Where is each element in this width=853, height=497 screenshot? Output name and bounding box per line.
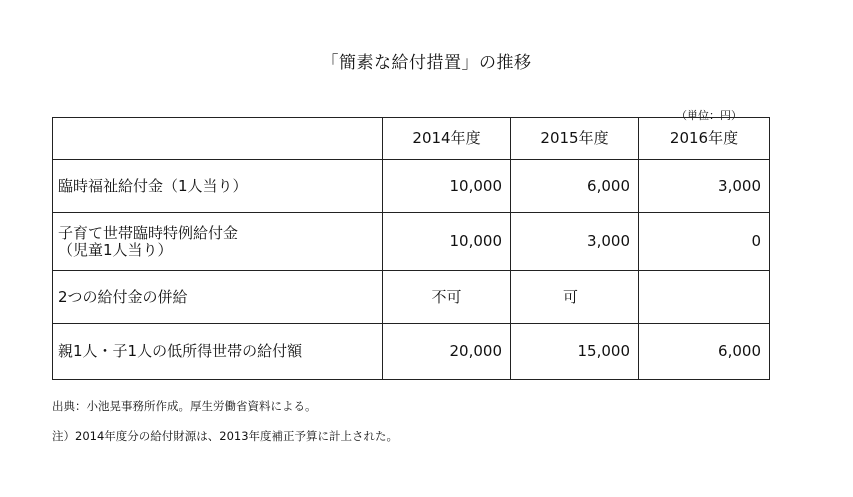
column-header-2014: 2014年度 bbox=[383, 118, 511, 160]
table-row bbox=[53, 324, 770, 380]
column-header-2016: 2016年度 bbox=[639, 118, 770, 160]
table-cell: 20,000 bbox=[383, 324, 511, 380]
row-label-child-rearing bbox=[53, 213, 383, 271]
benefit-table bbox=[52, 117, 770, 380]
unit-note: （単位：円） bbox=[676, 109, 742, 122]
table-cell: 6,000 bbox=[511, 160, 639, 213]
table-cell bbox=[639, 271, 770, 324]
row-label-temporary-welfare: 臨時福祉給付金（1人当り） bbox=[53, 160, 383, 213]
row-label-line: （児童1人当り） bbox=[58, 240, 173, 259]
header-empty-cell bbox=[53, 118, 383, 160]
table-cell: 10,000 bbox=[383, 213, 511, 271]
page-title: 「簡素な給付措置」の推移 bbox=[321, 53, 532, 73]
table-header-row bbox=[53, 118, 770, 160]
table-cell: 15,000 bbox=[511, 324, 639, 380]
row-label-concurrent-receipt: 2つの給付金の併給 bbox=[53, 271, 383, 324]
table-cell: 可 bbox=[511, 271, 639, 324]
row-label-line: 子育て世帯臨時特例給付金 bbox=[58, 223, 239, 242]
column-header-2015: 2015年度 bbox=[511, 118, 639, 160]
row-label-low-income-household: 親1人・子1人の低所得世帯の給付額 bbox=[53, 324, 383, 380]
table-cell: 0 bbox=[639, 213, 770, 271]
table-cell: 10,000 bbox=[383, 160, 511, 213]
table-cell: 不可 bbox=[383, 271, 511, 324]
table-row bbox=[53, 160, 770, 213]
table-cell: 6,000 bbox=[639, 324, 770, 380]
table-row bbox=[53, 271, 770, 324]
table-row bbox=[53, 213, 770, 271]
source-note: 出典：小池晃事務所作成。厚生労働省資料による。 bbox=[52, 399, 317, 413]
table-cell: 3,000 bbox=[511, 213, 639, 271]
table-cell: 3,000 bbox=[639, 160, 770, 213]
footnote: 注）2014年度分の給付財源は、2013年度補正予算に計上された。 bbox=[52, 429, 399, 443]
